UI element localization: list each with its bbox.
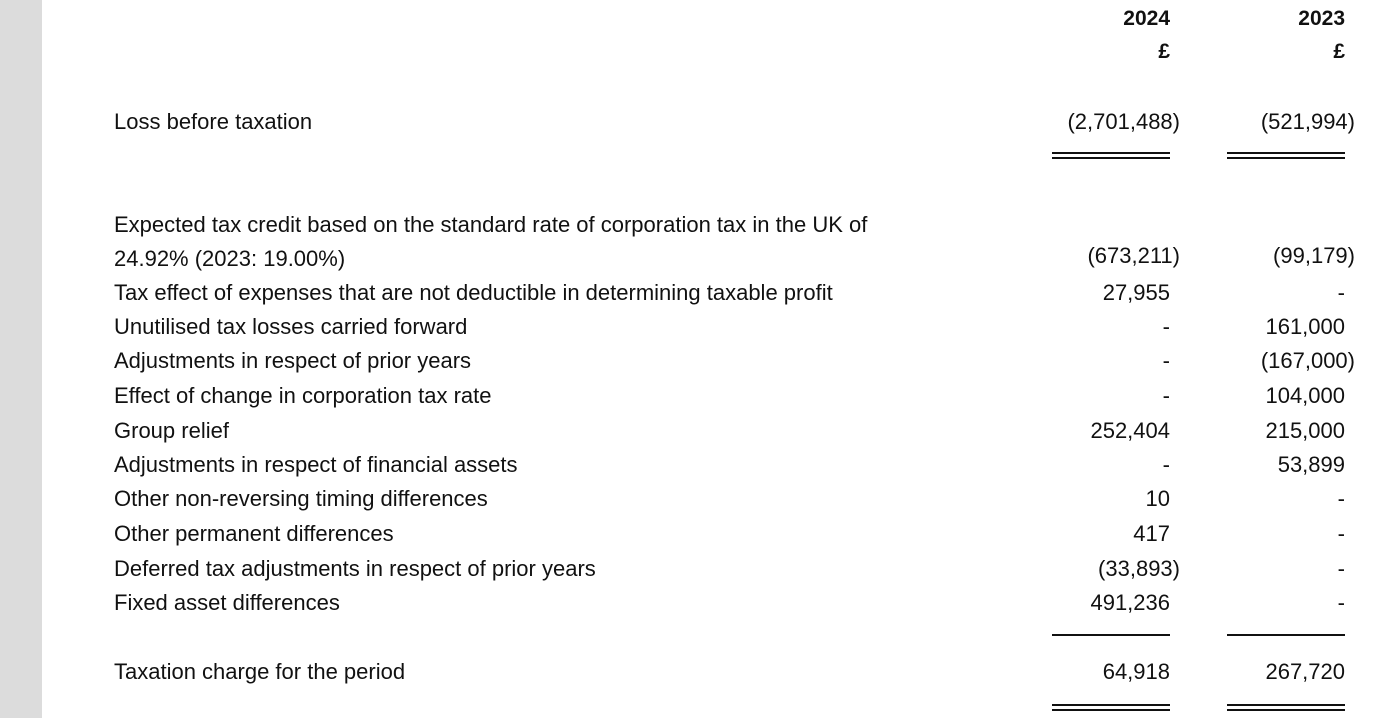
recon-row-value-2023: -	[1337, 280, 1345, 305]
recon-row-label: Adjustments in respect of prior years	[114, 348, 472, 373]
currency-2024: £	[1158, 40, 1170, 63]
recon-row-value-2023: 104,000	[1265, 383, 1345, 408]
recon-row-value-2023: -	[1337, 521, 1345, 546]
recon-row-value-2024: (33,893)	[1098, 556, 1180, 581]
total-double-underline-2024	[1052, 704, 1170, 711]
recon-row-value-2023: -	[1337, 590, 1345, 615]
total-label: Taxation charge for the period	[114, 659, 406, 684]
page-margin-strip	[0, 0, 42, 718]
total-double-underline-2023	[1227, 704, 1345, 711]
recon-row-label: Fixed asset differences	[114, 590, 340, 615]
recon-row-value-2024: 417	[1133, 521, 1170, 546]
recon-row-value-2023: 161,000	[1265, 314, 1345, 339]
loss-before-tax-2024: (2,701,488)	[1067, 109, 1180, 134]
currency-2023: £	[1333, 40, 1345, 63]
recon-row-value-2024: -	[1162, 383, 1170, 408]
recon-row-value-2023: -	[1337, 556, 1345, 581]
recon-row-label: Group relief	[114, 418, 229, 443]
recon-row-label: Adjustments in respect of financial assets	[114, 452, 518, 477]
recon-row-value-2024: 491,236	[1090, 590, 1170, 615]
column-header-2024: 2024	[1123, 7, 1170, 30]
loss-before-tax-label: Loss before taxation	[114, 109, 313, 134]
total-2024: 64,918	[1102, 659, 1170, 684]
recon-row-value-2024: -	[1162, 348, 1170, 373]
recon-row-label-line2: 24.92% (2023: 19.00%)	[114, 246, 346, 271]
recon-row-value-2023: 215,000	[1265, 418, 1345, 443]
total-2023: 267,720	[1265, 659, 1345, 684]
recon-row-label: Other non-reversing timing differences	[114, 486, 488, 511]
recon-row-value-2024: 27,955	[1102, 280, 1170, 305]
recon-row-value-2023: (99,179)	[1273, 243, 1355, 268]
double-underline-2024	[1052, 152, 1170, 159]
recon-row-value-2024: 10	[1145, 486, 1170, 511]
double-underline-2023	[1227, 152, 1345, 159]
recon-row-value-2024: -	[1162, 314, 1170, 339]
recon-row-label: Effect of change in corporation tax rate	[114, 383, 492, 408]
recon-row-value-2023: (167,000)	[1260, 348, 1355, 373]
recon-row-label: Unutilised tax losses carried forward	[114, 314, 468, 339]
subtotal-rule-2024	[1052, 634, 1170, 636]
recon-row-label-line1: Expected tax credit based on the standard rate of corporation tax in the UK of	[114, 212, 868, 237]
loss-before-tax-2023: (521,994)	[1260, 109, 1355, 134]
recon-row-label: Tax effect of expenses that are not deductible in determining taxable profit	[114, 280, 833, 305]
recon-row-value-2024: -	[1162, 452, 1170, 477]
recon-row-value-2023: -	[1337, 486, 1345, 511]
subtotal-rule-2023	[1227, 634, 1345, 636]
column-header-2023: 2023	[1298, 7, 1345, 30]
recon-row-value-2024: 252,404	[1090, 418, 1170, 443]
recon-row-label: Deferred tax adjustments in respect of prior years	[114, 556, 596, 581]
recon-row-value-2024: (673,211)	[1087, 243, 1180, 268]
recon-row-value-2023: 53,899	[1277, 452, 1345, 477]
recon-row-label: Other permanent differences	[114, 521, 394, 546]
